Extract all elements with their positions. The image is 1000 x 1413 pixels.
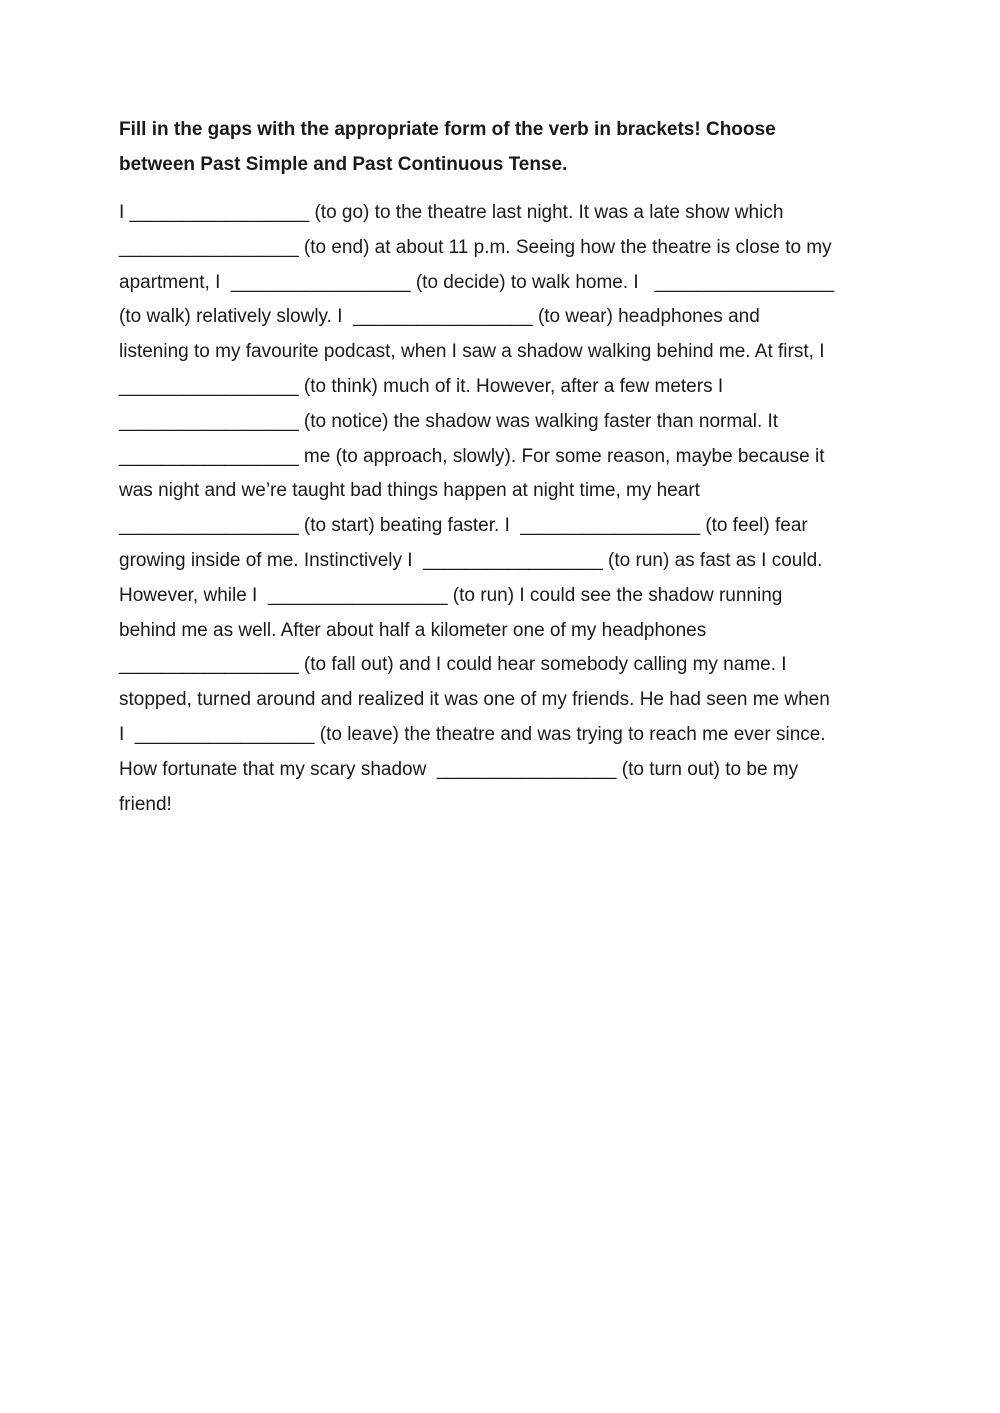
- exercise-line: _________________ (to think) much of it. However, after a few meters I: [119, 375, 724, 397]
- exercise-line: (to walk) relatively slowly. I _________________ (to wear) headphones and: [119, 306, 760, 328]
- exercise-line: listening to my favourite podcast, when I saw a shadow walking behind me. At first, I: [119, 341, 825, 363]
- exercise-line: was night and we’re taught bad things happen at night time, my heart: [119, 480, 700, 502]
- instructions-line-2: between Past Simple and Past Continuous Tense.: [119, 153, 568, 175]
- exercise-line: _________________ (to notice) the shadow was walking faster than normal. It: [119, 410, 779, 432]
- exercise-line: _________________ me (to approach, slowly). For some reason, maybe because it: [119, 445, 825, 467]
- exercise-line: I _________________ (to leave) the theatre and was trying to reach me ever since.: [119, 723, 826, 745]
- exercise-line: _________________ (to end) at about 11 p.m. Seeing how the theatre is close to my: [119, 236, 832, 258]
- exercise-line: behind me as well. After about half a kilometer one of my headphones: [119, 619, 707, 641]
- exercise-line: However, while I _________________ (to run) I could see the shadow running: [119, 584, 783, 606]
- exercise-line: How fortunate that my scary shadow _________________ (to turn out) to be my: [119, 758, 799, 780]
- instructions-line-1: Fill in the gaps with the appropriate form of the verb in brackets! Choose: [119, 119, 776, 140]
- exercise-line: friend!: [119, 793, 172, 815]
- exercise-line: _________________ (to fall out) and I could hear somebody calling my name. I: [119, 654, 787, 676]
- instructions-heading: [119, 113, 899, 183]
- exercise-line: apartment, I _________________ (to decide) to walk home. I _________________: [119, 271, 835, 293]
- exercise-line: I _________________ (to go) to the theatre last night. It was a late show which: [119, 202, 784, 223]
- exercise-line: growing inside of me. Instinctively I _________________ (to run) as fast as I could.: [119, 549, 823, 571]
- exercise-line: _________________ (to start) beating faster. I _________________ (to feel) fear: [119, 515, 808, 537]
- exercise-text: [119, 196, 899, 822]
- exercise-line: stopped, turned around and realized it was one of my friends. He had seen me when: [119, 689, 830, 711]
